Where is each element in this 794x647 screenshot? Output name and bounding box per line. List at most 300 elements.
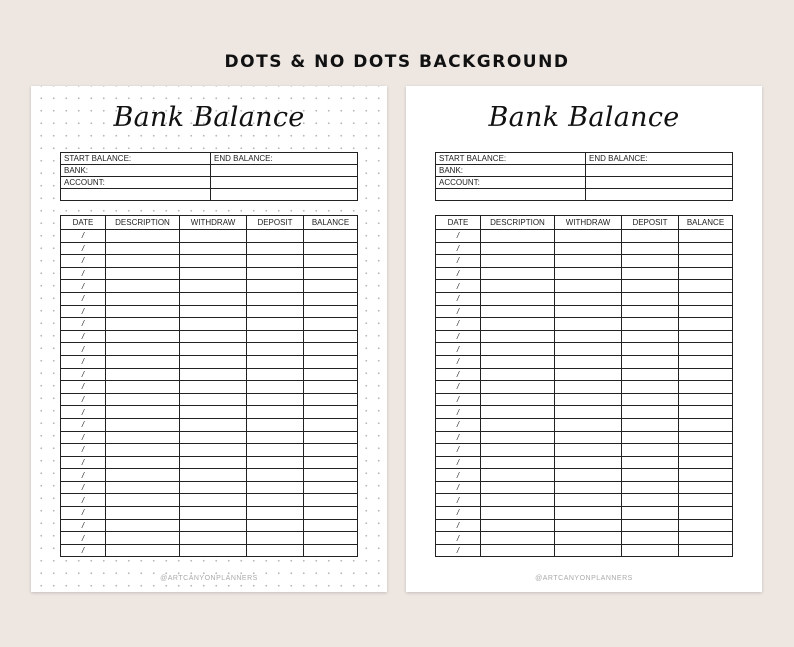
- ledger-cell: [555, 267, 622, 280]
- ledger-cell: [247, 318, 304, 331]
- ledger-row: [436, 330, 733, 343]
- ledger-cell: [679, 406, 733, 419]
- start-balance-label: START BALANCE:: [61, 153, 211, 165]
- ledger-cell: [679, 481, 733, 494]
- ledger-cell: [679, 519, 733, 532]
- ledger-cell: [304, 267, 358, 280]
- ledger-cell: [622, 230, 679, 243]
- ledger-cell: [180, 355, 247, 368]
- ledger-row: [61, 330, 358, 343]
- ledger-cell: [622, 355, 679, 368]
- ledger-row: [61, 532, 358, 545]
- ledger-cell: [555, 343, 622, 356]
- ledger-cell: [247, 469, 304, 482]
- ledger-cell: [180, 267, 247, 280]
- date-cell: /: [436, 532, 481, 545]
- ledger-cell: [481, 494, 555, 507]
- ledger-cell: [247, 481, 304, 494]
- ledger-row: [436, 507, 733, 520]
- date-cell: /: [436, 519, 481, 532]
- info-blank-cell: [61, 189, 211, 201]
- ledger-row: [61, 381, 358, 394]
- ledger-row: [61, 406, 358, 419]
- credit-watermark: @ARTCANYONPLANNERS: [535, 575, 633, 582]
- ledger-cell: [481, 444, 555, 457]
- ledger-cell: [481, 343, 555, 356]
- ledger-cell: [106, 318, 180, 331]
- info-blank-cell: [586, 189, 733, 201]
- ledger-row: [61, 494, 358, 507]
- ledger-cell: [622, 544, 679, 557]
- ledger-cell: [247, 330, 304, 343]
- ledger-row: [61, 418, 358, 431]
- ledger-cell: [247, 444, 304, 457]
- account-label: ACCOUNT:: [436, 177, 586, 189]
- ledger-cell: [106, 330, 180, 343]
- column-header-description: DESCRIPTION: [106, 216, 180, 230]
- ledger-row: [436, 519, 733, 532]
- info-blank-cell: [586, 165, 733, 177]
- ledger-cell: [481, 469, 555, 482]
- ledger-cell: [622, 444, 679, 457]
- date-cell: /: [61, 292, 106, 305]
- date-cell: /: [436, 431, 481, 444]
- ledger-cell: [481, 544, 555, 557]
- ledger-cell: [247, 494, 304, 507]
- date-cell: /: [61, 381, 106, 394]
- date-cell: /: [436, 494, 481, 507]
- ledger-cell: [304, 418, 358, 431]
- ledger-cell: [622, 469, 679, 482]
- ledger-row: [61, 280, 358, 293]
- ledger-cell: [106, 292, 180, 305]
- ledger-row: [61, 230, 358, 243]
- date-cell: /: [61, 444, 106, 457]
- ledger-cell: [247, 393, 304, 406]
- date-cell: /: [436, 406, 481, 419]
- ledger-cell: [106, 267, 180, 280]
- ledger-cell: [247, 532, 304, 545]
- ledger-cell: [304, 393, 358, 406]
- ledger-cell: [679, 431, 733, 444]
- date-cell: /: [436, 393, 481, 406]
- ledger-cell: [247, 305, 304, 318]
- ledger-row: [436, 255, 733, 268]
- ledger-cell: [180, 494, 247, 507]
- ledger-cell: [679, 280, 733, 293]
- ledger-row: [61, 255, 358, 268]
- ledger-row: [436, 343, 733, 356]
- planner-sheet-plain: [406, 86, 762, 592]
- ledger-table: [60, 215, 358, 557]
- date-cell: /: [61, 355, 106, 368]
- ledger-cell: [555, 255, 622, 268]
- column-header-withdraw: WITHDRAW: [180, 216, 247, 230]
- ledger-cell: [304, 519, 358, 532]
- ledger-cell: [247, 456, 304, 469]
- date-cell: /: [61, 230, 106, 243]
- ledger-cell: [304, 305, 358, 318]
- ledger-cell: [304, 230, 358, 243]
- date-cell: /: [61, 242, 106, 255]
- date-cell: /: [436, 381, 481, 394]
- ledger-cell: [247, 544, 304, 557]
- ledger-cell: [481, 532, 555, 545]
- ledger-cell: [555, 292, 622, 305]
- ledger-cell: [304, 544, 358, 557]
- date-cell: /: [436, 544, 481, 557]
- ledger-cell: [481, 230, 555, 243]
- ledger-cell: [622, 305, 679, 318]
- column-header-date: DATE: [61, 216, 106, 230]
- ledger-cell: [555, 242, 622, 255]
- ledger-row: [436, 544, 733, 557]
- ledger-cell: [304, 242, 358, 255]
- ledger-row: [436, 393, 733, 406]
- ledger-row: [61, 242, 358, 255]
- date-cell: /: [61, 280, 106, 293]
- date-cell: /: [436, 481, 481, 494]
- ledger-cell: [106, 305, 180, 318]
- ledger-row: [61, 368, 358, 381]
- ledger-cell: [106, 406, 180, 419]
- ledger-row: [436, 280, 733, 293]
- ledger-cell: [106, 355, 180, 368]
- ledger-cell: [622, 267, 679, 280]
- ledger-cell: [555, 532, 622, 545]
- ledger-cell: [304, 431, 358, 444]
- ledger-row: [436, 355, 733, 368]
- ledger-cell: [106, 481, 180, 494]
- ledger-row: [436, 494, 733, 507]
- ledger-cell: [180, 230, 247, 243]
- ledger-cell: [304, 368, 358, 381]
- date-cell: /: [436, 469, 481, 482]
- info-blank-cell: [586, 177, 733, 189]
- date-cell: /: [436, 355, 481, 368]
- ledger-cell: [622, 507, 679, 520]
- ledger-cell: [180, 368, 247, 381]
- ledger-cell: [679, 381, 733, 394]
- date-cell: /: [61, 368, 106, 381]
- date-cell: /: [61, 343, 106, 356]
- ledger-cell: [180, 431, 247, 444]
- ledger-cell: [555, 406, 622, 419]
- ledger-cell: [679, 267, 733, 280]
- date-cell: /: [436, 242, 481, 255]
- bank-label: BANK:: [436, 165, 586, 177]
- ledger-cell: [106, 280, 180, 293]
- ledger-cell: [481, 305, 555, 318]
- ledger-cell: [180, 519, 247, 532]
- column-header-deposit: DEPOSIT: [622, 216, 679, 230]
- date-cell: /: [61, 456, 106, 469]
- ledger-row: [436, 242, 733, 255]
- column-header-balance: BALANCE: [304, 216, 358, 230]
- ledger-cell: [555, 519, 622, 532]
- ledger-cell: [106, 368, 180, 381]
- date-cell: /: [61, 418, 106, 431]
- ledger-row: [436, 292, 733, 305]
- date-cell: /: [436, 444, 481, 457]
- ledger-cell: [481, 456, 555, 469]
- ledger-cell: [304, 355, 358, 368]
- date-cell: /: [61, 544, 106, 557]
- date-cell: /: [61, 431, 106, 444]
- ledger-cell: [180, 242, 247, 255]
- ledger-cell: [180, 444, 247, 457]
- ledger-cell: [622, 292, 679, 305]
- ledger-cell: [180, 343, 247, 356]
- date-cell: /: [436, 230, 481, 243]
- ledger-row: [61, 469, 358, 482]
- ledger-cell: [481, 507, 555, 520]
- ledger-row: [61, 431, 358, 444]
- date-cell: /: [436, 280, 481, 293]
- ledger-cell: [304, 255, 358, 268]
- ledger-cell: [247, 418, 304, 431]
- ledger-cell: [481, 280, 555, 293]
- ledger-row: [436, 431, 733, 444]
- ledger-cell: [304, 330, 358, 343]
- ledger-cell: [106, 242, 180, 255]
- ledger-cell: [304, 494, 358, 507]
- date-cell: /: [61, 305, 106, 318]
- ledger-cell: [679, 494, 733, 507]
- ledger-cell: [180, 330, 247, 343]
- date-cell: /: [436, 507, 481, 520]
- ledger-cell: [106, 544, 180, 557]
- ledger-cell: [481, 318, 555, 331]
- ledger-cell: [679, 368, 733, 381]
- ledger-row: [61, 456, 358, 469]
- ledger-cell: [481, 381, 555, 394]
- ledger-cell: [304, 532, 358, 545]
- ledger-cell: [106, 507, 180, 520]
- ledger-cell: [106, 431, 180, 444]
- ledger-cell: [555, 469, 622, 482]
- info-blank-cell: [436, 189, 586, 201]
- start-balance-label: START BALANCE:: [436, 153, 586, 165]
- ledger-cell: [679, 544, 733, 557]
- ledger-cell: [481, 406, 555, 419]
- date-cell: /: [61, 255, 106, 268]
- ledger-cell: [304, 318, 358, 331]
- ledger-cell: [481, 481, 555, 494]
- ledger-row: [436, 481, 733, 494]
- ledger-header-row: [436, 216, 733, 230]
- ledger-cell: [106, 393, 180, 406]
- credit-watermark: @ARTCANYONPLANNERS: [160, 575, 258, 582]
- ledger-cell: [247, 280, 304, 293]
- ledger-cell: [679, 305, 733, 318]
- ledger-cell: [555, 418, 622, 431]
- date-cell: /: [436, 418, 481, 431]
- ledger-cell: [106, 444, 180, 457]
- ledger-cell: [180, 318, 247, 331]
- bank-label: BANK:: [61, 165, 211, 177]
- ledger-cell: [247, 230, 304, 243]
- ledger-cell: [555, 494, 622, 507]
- ledger-cell: [679, 532, 733, 545]
- ledger-cell: [180, 292, 247, 305]
- column-header-description: DESCRIPTION: [481, 216, 555, 230]
- ledger-cell: [247, 355, 304, 368]
- column-header-deposit: DEPOSIT: [247, 216, 304, 230]
- ledger-cell: [180, 393, 247, 406]
- ledger-cell: [106, 456, 180, 469]
- ledger-cell: [106, 519, 180, 532]
- sheet-title: Bank Balance: [488, 102, 680, 133]
- ledger-cell: [106, 230, 180, 243]
- ledger-row: [61, 267, 358, 280]
- ledger-row: [61, 305, 358, 318]
- ledger-cell: [622, 406, 679, 419]
- ledger-cell: [679, 330, 733, 343]
- ledger-row: [436, 381, 733, 394]
- ledger-cell: [106, 255, 180, 268]
- date-cell: /: [436, 330, 481, 343]
- ledger-cell: [304, 280, 358, 293]
- info-blank-cell: [211, 177, 358, 189]
- ledger-row: [436, 418, 733, 431]
- ledger-cell: [555, 368, 622, 381]
- planner-sheet-dotted: [31, 86, 387, 592]
- ledger-cell: [481, 418, 555, 431]
- ledger-row: [61, 292, 358, 305]
- ledger-cell: [247, 431, 304, 444]
- ledger-cell: [679, 393, 733, 406]
- ledger-cell: [180, 406, 247, 419]
- date-cell: /: [436, 305, 481, 318]
- ledger-cell: [180, 255, 247, 268]
- date-cell: /: [436, 255, 481, 268]
- date-cell: /: [436, 292, 481, 305]
- ledger-row: [61, 393, 358, 406]
- ledger-cell: [106, 494, 180, 507]
- ledger-cell: [622, 280, 679, 293]
- end-balance-label: END BALANCE:: [211, 153, 358, 165]
- ledger-cell: [679, 444, 733, 457]
- ledger-cell: [555, 355, 622, 368]
- ledger-cell: [247, 343, 304, 356]
- ledger-cell: [622, 343, 679, 356]
- ledger-row: [61, 519, 358, 532]
- ledger-cell: [622, 242, 679, 255]
- ledger-row: [436, 368, 733, 381]
- ledger-cell: [679, 292, 733, 305]
- ledger-cell: [555, 330, 622, 343]
- banner-headline: DOTS & NO DOTS BACKGROUND: [224, 52, 570, 72]
- ledger-cell: [622, 330, 679, 343]
- ledger-row: [61, 444, 358, 457]
- ledger-cell: [304, 456, 358, 469]
- ledger-cell: [679, 507, 733, 520]
- end-balance-label: END BALANCE:: [586, 153, 733, 165]
- ledger-cell: [247, 267, 304, 280]
- info-blank-cell: [211, 189, 358, 201]
- date-cell: /: [436, 267, 481, 280]
- date-cell: /: [61, 267, 106, 280]
- ledger-cell: [106, 381, 180, 394]
- ledger-cell: [555, 230, 622, 243]
- ledger-cell: [247, 368, 304, 381]
- ledger-cell: [481, 519, 555, 532]
- ledger-table: [435, 215, 733, 557]
- ledger-cell: [304, 469, 358, 482]
- ledger-cell: [180, 305, 247, 318]
- column-header-withdraw: WITHDRAW: [555, 216, 622, 230]
- ledger-cell: [180, 469, 247, 482]
- ledger-cell: [247, 507, 304, 520]
- ledger-cell: [622, 393, 679, 406]
- ledger-cell: [481, 255, 555, 268]
- date-cell: /: [61, 406, 106, 419]
- ledger-cell: [106, 418, 180, 431]
- ledger-row: [61, 318, 358, 331]
- ledger-cell: [180, 456, 247, 469]
- ledger-row: [436, 469, 733, 482]
- info-blank-cell: [211, 165, 358, 177]
- ledger-row: [436, 305, 733, 318]
- ledger-row: [61, 355, 358, 368]
- ledger-row: [436, 230, 733, 243]
- ledger-cell: [481, 242, 555, 255]
- date-cell: /: [61, 507, 106, 520]
- ledger-cell: [180, 280, 247, 293]
- date-cell: /: [436, 343, 481, 356]
- ledger-header-row: [61, 216, 358, 230]
- ledger-cell: [555, 544, 622, 557]
- ledger-cell: [247, 292, 304, 305]
- ledger-cell: [106, 343, 180, 356]
- ledger-cell: [555, 305, 622, 318]
- ledger-cell: [481, 267, 555, 280]
- ledger-cell: [106, 532, 180, 545]
- ledger-cell: [481, 292, 555, 305]
- ledger-cell: [622, 532, 679, 545]
- ledger-cell: [180, 481, 247, 494]
- ledger-cell: [555, 381, 622, 394]
- ledger-cell: [622, 318, 679, 331]
- ledger-cell: [622, 456, 679, 469]
- ledger-cell: [679, 230, 733, 243]
- ledger-cell: [679, 242, 733, 255]
- ledger-cell: [622, 481, 679, 494]
- ledger-cell: [679, 469, 733, 482]
- ledger-cell: [622, 255, 679, 268]
- ledger-cell: [555, 280, 622, 293]
- sheet-title: Bank Balance: [113, 102, 305, 133]
- date-cell: /: [436, 368, 481, 381]
- ledger-cell: [180, 507, 247, 520]
- date-cell: /: [436, 318, 481, 331]
- date-cell: /: [61, 393, 106, 406]
- date-cell: /: [61, 494, 106, 507]
- ledger-cell: [679, 343, 733, 356]
- ledger-cell: [555, 481, 622, 494]
- ledger-cell: [304, 481, 358, 494]
- ledger-cell: [555, 393, 622, 406]
- ledger-cell: [247, 255, 304, 268]
- ledger-cell: [555, 456, 622, 469]
- ledger-row: [61, 544, 358, 557]
- date-cell: /: [61, 318, 106, 331]
- ledger-cell: [180, 532, 247, 545]
- ledger-cell: [622, 431, 679, 444]
- ledger-cell: [247, 406, 304, 419]
- ledger-cell: [679, 456, 733, 469]
